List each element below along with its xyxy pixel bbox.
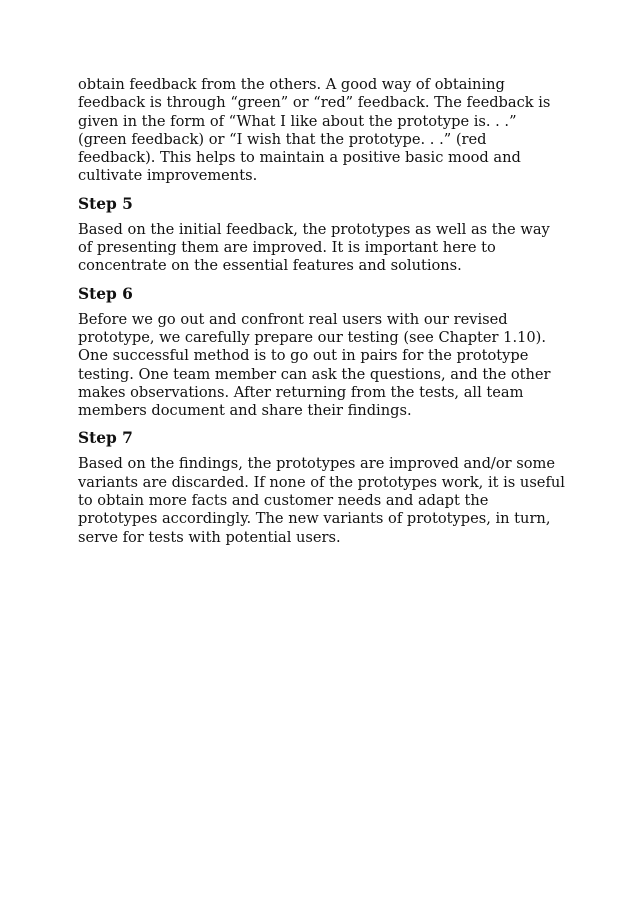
step-5-paragraph: Based on the initial feedback, the prototypes as well as the way of presenting them are improved. It is important here to concentrate on the essential features and solutions. xyxy=(78,220,550,275)
step-6-heading: Step 6 xyxy=(78,284,133,303)
document-page xyxy=(78,76,568,547)
step-7-paragraph: Based on the findings, the prototypes are improved and/or some variants are discarded. If none of the prototypes work, it is useful to obtain more facts and customer needs and adapt the prototypes accordingly. The new variants of prototypes, in turn, serve for tests with potential users. xyxy=(78,455,565,546)
step-6-paragraph: Before we go out and confront real users with our revised prototype, we carefully prepare our testing (see Chapter 1.10). One successful method is to go out in pairs for the prototype testing. One team member can ask the questions, and the other makes observations. After returning from the tests, all team members document and share their findings. xyxy=(78,310,551,420)
intro-paragraph: obtain feedback from the others. A good way of obtaining feedback is through “green” or “red” feedback. The feedback is given in the form of “What I like about the prototype is. . .” (green feedback) or “I wish that the prototype. . .” (red feedback). This helps to maintain a positive basic mood and cultivate improvements. xyxy=(78,76,551,185)
step-7-heading: Step 7 xyxy=(78,429,133,448)
step-5-heading: Step 5 xyxy=(78,194,133,213)
